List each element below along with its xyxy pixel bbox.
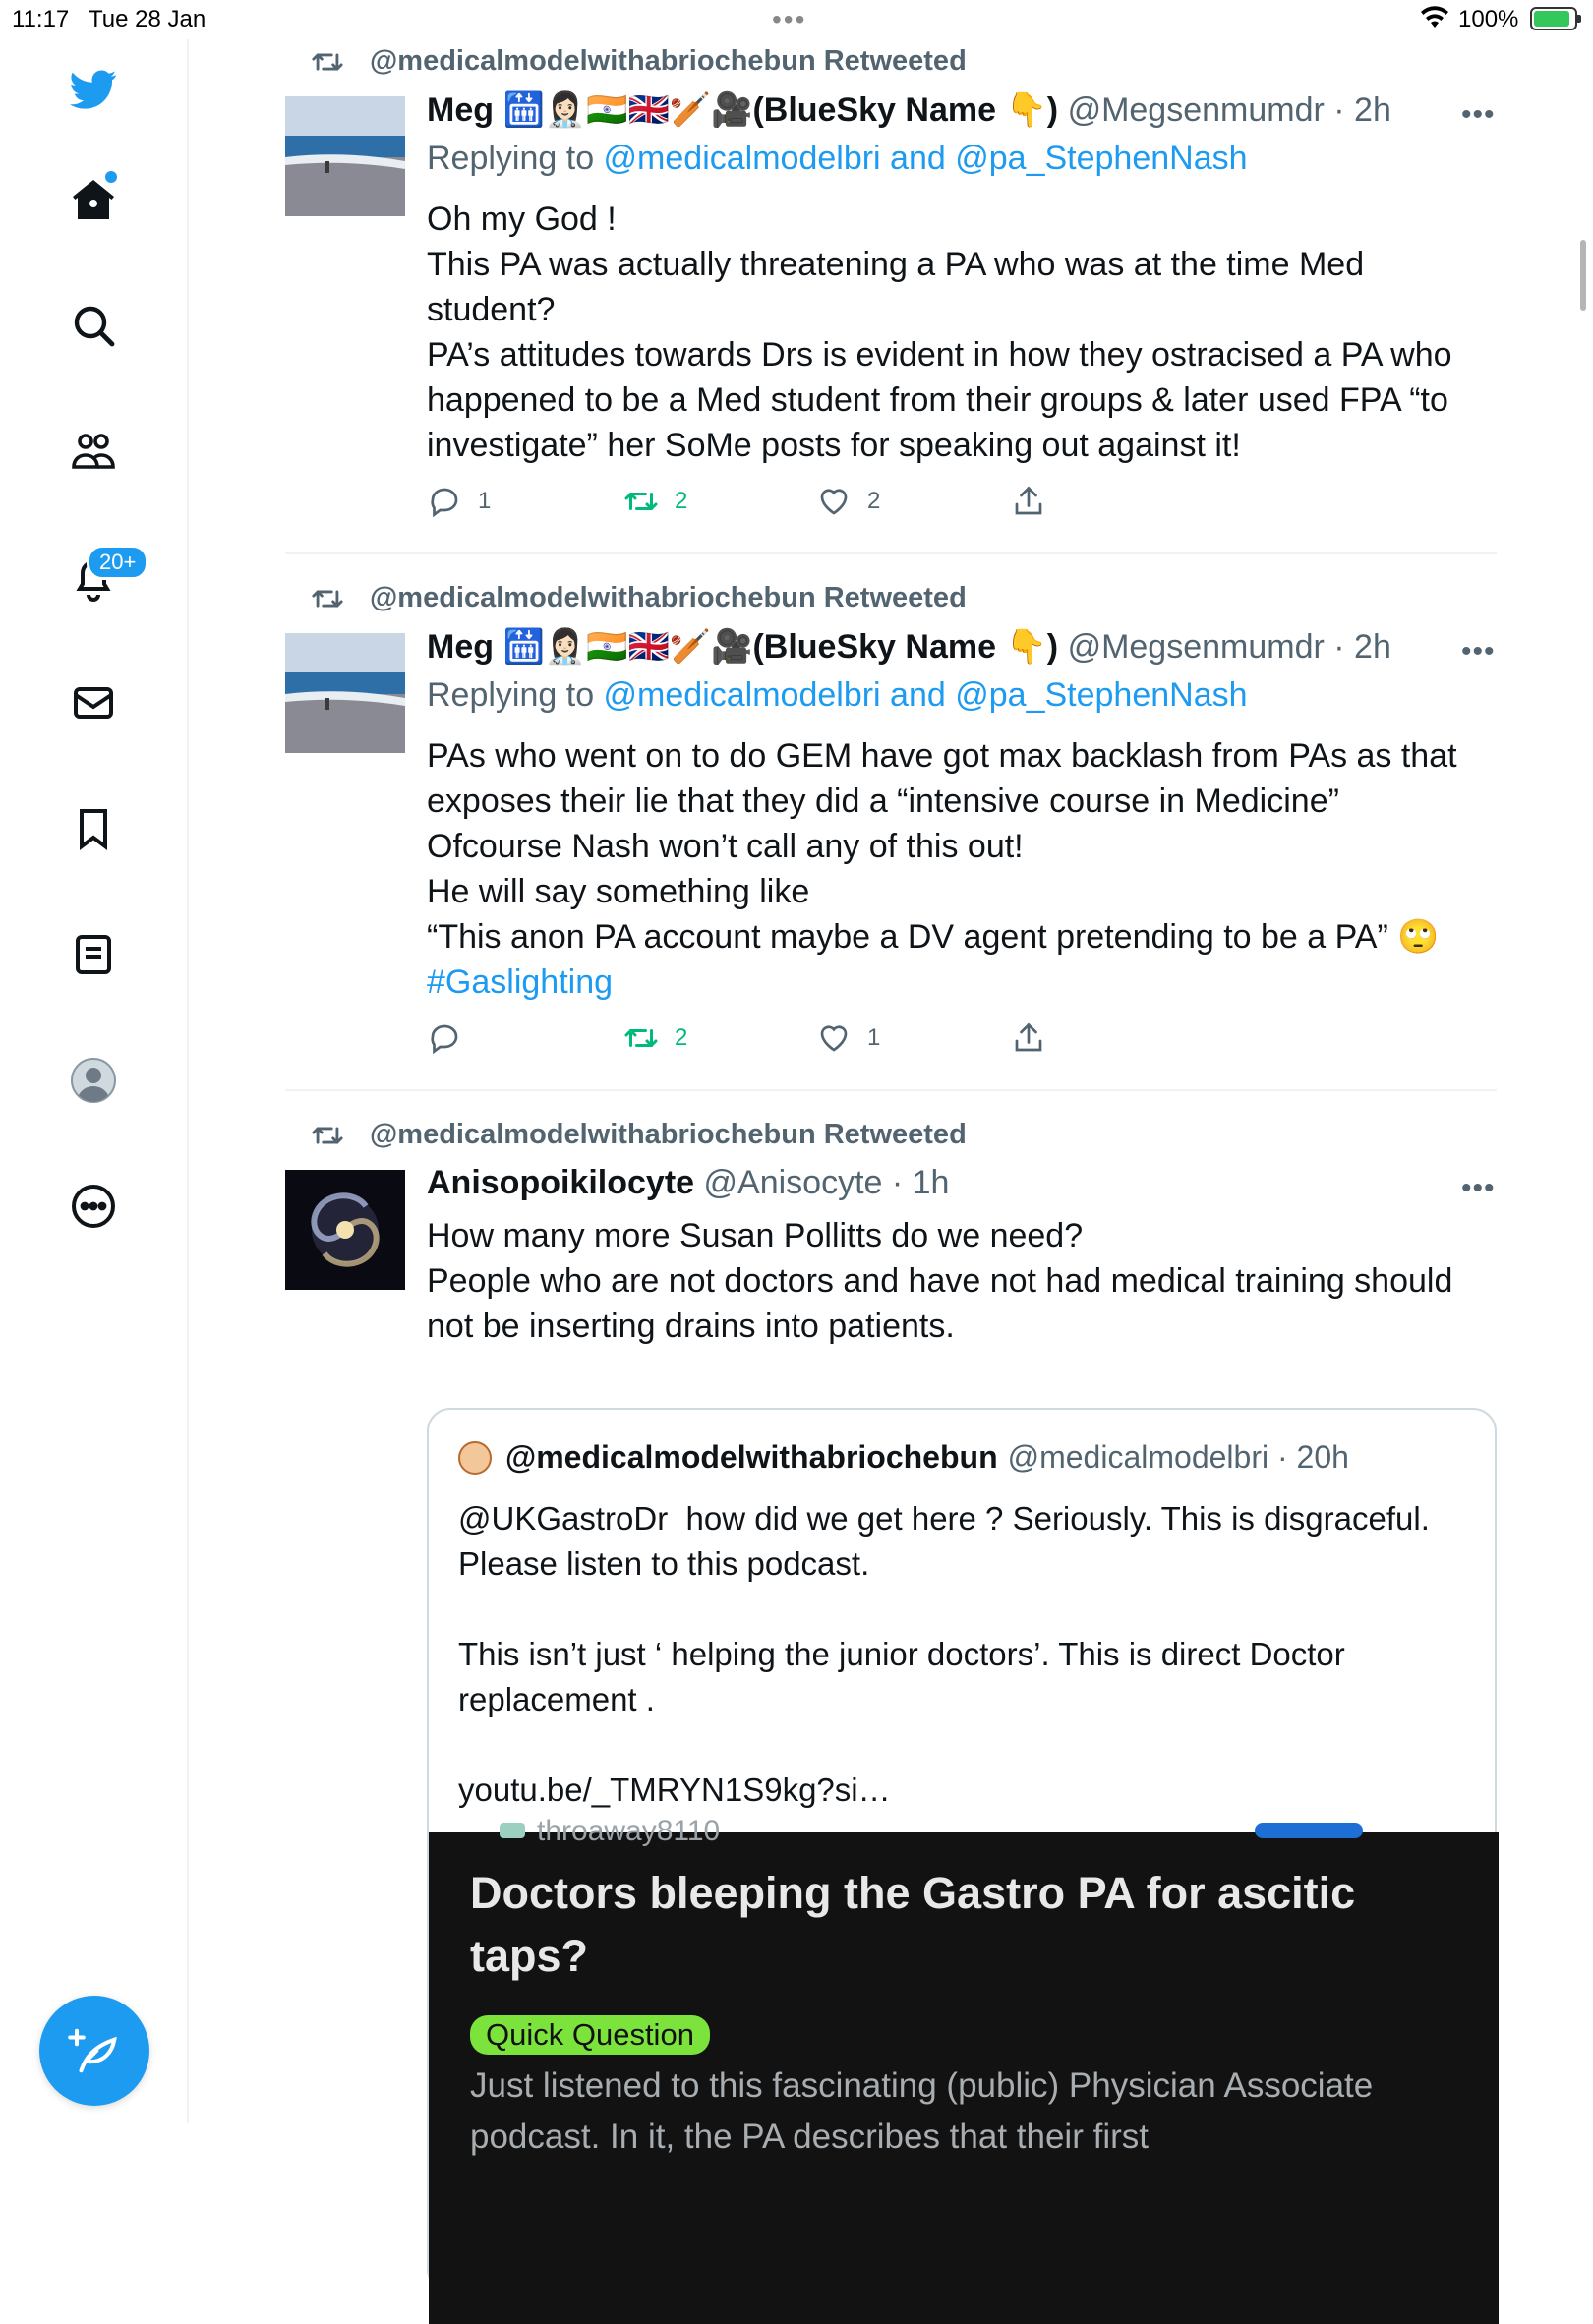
sidebar — [0, 39, 189, 2123]
lists-icon[interactable] — [65, 926, 122, 983]
multitasking-dots[interactable]: ••• — [772, 4, 807, 34]
galaxy-photo — [285, 1170, 405, 1290]
retweet-icon — [311, 45, 344, 79]
quoted-author-line — [458, 1439, 1349, 1476]
share-icon — [1011, 1020, 1046, 1056]
twitter-logo-icon[interactable] — [65, 61, 122, 118]
reply-button[interactable] — [427, 1020, 478, 1056]
retweet-context-label: @medicalmodelwithabriochebun Retweeted — [370, 582, 967, 613]
reply-button[interactable] — [427, 484, 491, 519]
like-count: 1 — [867, 1024, 881, 1051]
tweet-body: PAs who went on to do GEM have got max backlash from PAs as that exposes their lie that they did a “intensive course in Medicine” Ofcourse Nash won’t call any of this out! He will say something like “This anon PA account maybe a DV agent pretending to be a PA” 🙄 — [427, 737, 1457, 956]
quoted-tweet[interactable] — [427, 1408, 1497, 2293]
quoted-handle-and-time[interactable]: @medicalmodelbri · 20h — [1007, 1439, 1349, 1475]
wifi-icon — [1420, 4, 1449, 29]
heart-icon — [816, 1020, 852, 1056]
mention-link[interactable]: @medicalmodelbri — [603, 140, 881, 177]
share-button[interactable] — [1011, 1020, 1062, 1056]
more-options-icon[interactable]: ••• — [1461, 1172, 1496, 1204]
handle-and-time[interactable]: @Anisocyte · 1h — [703, 1164, 950, 1201]
retweet-count: 2 — [675, 488, 688, 514]
more-options-icon[interactable]: ••• — [1461, 98, 1496, 131]
tweet-divider — [285, 1089, 1497, 1091]
replying-to — [427, 676, 1248, 715]
notifications-badge: 20+ — [87, 545, 148, 580]
media-title: Doctors bleeping the Gastro PA for ascitic taps? — [470, 1868, 1356, 1981]
tweet-actions — [427, 484, 1312, 523]
mention-link[interactable]: @pa_StephenNash — [955, 676, 1248, 714]
tweet-body: Oh my God ! This PA was actually threatening a PA who was at the time Med student? PA’s attitudes towards Drs is evident in how they ostracised a PA who happened to be a Med student from their groups & later used FPA “to investigate” her SoMe posts for speaking out against it! — [427, 201, 1452, 464]
replying-and: and — [880, 676, 956, 714]
reply-count: 1 — [478, 488, 492, 514]
beach-photo — [285, 633, 405, 753]
display-name[interactable]: Meg 🛗👩🏻‍⚕️🇮🇳🇬🇧🏏🎥(BlueSky Name 👇) — [427, 628, 1059, 666]
quoted-media-image[interactable] — [429, 1815, 1499, 2324]
scrollbar[interactable] — [1580, 240, 1586, 311]
reply-icon — [427, 484, 462, 519]
beach-photo — [285, 96, 405, 216]
mention-link[interactable]: @medicalmodelbri — [603, 676, 881, 714]
tweet-text — [427, 1213, 1489, 1349]
display-name[interactable]: Anisopoikilocyte — [427, 1164, 695, 1201]
tweet-divider — [285, 552, 1497, 554]
media-username: throaway8110 — [537, 1815, 721, 1847]
retweet-button[interactable] — [623, 484, 687, 519]
mention-link[interactable]: @pa_StephenNash — [955, 140, 1248, 177]
avatar[interactable] — [285, 96, 405, 216]
author-line — [427, 627, 1391, 667]
avatar[interactable] — [285, 1170, 405, 1290]
like-count: 2 — [867, 488, 881, 514]
retweet-context — [370, 45, 967, 78]
handle-and-time[interactable]: @Megsenmumdr · 2h — [1067, 91, 1391, 129]
media-avatar-fragment — [500, 1823, 525, 1838]
more-icon[interactable] — [65, 1178, 122, 1235]
retweet-context — [370, 1119, 967, 1151]
compose-tweet-button[interactable] — [39, 1996, 149, 2106]
author-line — [427, 90, 1391, 130]
communities-icon[interactable] — [65, 423, 122, 480]
heart-icon — [816, 484, 852, 519]
tweet-body: How many more Susan Pollitts do we need? People who are not doctors and have not had medical training should not be inserting drains into patients. — [427, 1217, 1453, 1345]
media-button-fragment — [1255, 1823, 1363, 1838]
status-bar — [0, 0, 1593, 39]
author-line — [427, 1164, 949, 1202]
quoted-text: @UKGastroDr how did we get here ? Seriously. This is disgraceful. Please listen to this podcast. This isn’t just ‘ helping the junior doctors’. This is direct Doctor replacement . youtu.be/_TMRYN1S9kg?si… — [458, 1500, 1430, 1808]
retweet-icon — [311, 582, 344, 615]
media-snippet: Just listened to this fascinating (public) Physician Associate podcast. In it, the PA describes that their first — [470, 2066, 1374, 2156]
avatar[interactable] — [285, 633, 405, 753]
replying-prefix: Replying to — [427, 676, 604, 714]
retweet-icon — [623, 484, 659, 519]
feather-plus-icon — [68, 2024, 121, 2077]
tweet-text — [427, 733, 1489, 1005]
search-icon[interactable] — [65, 297, 122, 354]
home-unread-dot — [105, 171, 117, 183]
retweet-context-label: @medicalmodelwithabriochebun Retweeted — [370, 45, 967, 77]
display-name[interactable]: Meg 🛗👩🏻‍⚕️🇮🇳🇬🇧🏏🎥(BlueSky Name 👇) — [427, 91, 1059, 129]
replying-prefix: Replying to — [427, 140, 604, 177]
handle-and-time[interactable]: @Megsenmumdr · 2h — [1067, 628, 1391, 666]
battery-icon — [1530, 7, 1577, 30]
bookmarks-icon[interactable] — [65, 800, 122, 857]
retweet-context — [370, 582, 967, 614]
media-flair: Quick Question — [470, 2015, 710, 2055]
status-time: 11:17 — [12, 6, 70, 32]
hashtag-link[interactable]: #Gaslighting — [427, 963, 614, 1001]
more-options-icon[interactable]: ••• — [1461, 635, 1496, 668]
replying-and: and — [880, 140, 956, 177]
like-button[interactable] — [816, 484, 880, 519]
replying-to — [427, 140, 1248, 178]
status-date: Tue 28 Jan — [88, 6, 206, 32]
share-icon — [1011, 484, 1046, 519]
profile-icon[interactable] — [65, 1052, 122, 1109]
tweet-actions — [427, 1020, 1312, 1060]
retweet-icon — [623, 1020, 659, 1056]
battery-percent: 100% — [1458, 6, 1519, 32]
messages-icon[interactable] — [65, 674, 122, 731]
retweet-button[interactable] — [623, 1020, 687, 1056]
like-button[interactable] — [816, 1020, 880, 1056]
tweet-text — [427, 197, 1489, 468]
reply-icon — [427, 1020, 462, 1056]
quoted-display-name[interactable]: @medicalmodelwithabriochebun — [505, 1439, 998, 1475]
quoted-avatar — [458, 1441, 492, 1475]
retweet-context-label: @medicalmodelwithabriochebun Retweeted — [370, 1119, 967, 1150]
retweet-count: 2 — [675, 1024, 688, 1051]
retweet-icon — [311, 1119, 344, 1152]
share-button[interactable] — [1011, 484, 1062, 519]
